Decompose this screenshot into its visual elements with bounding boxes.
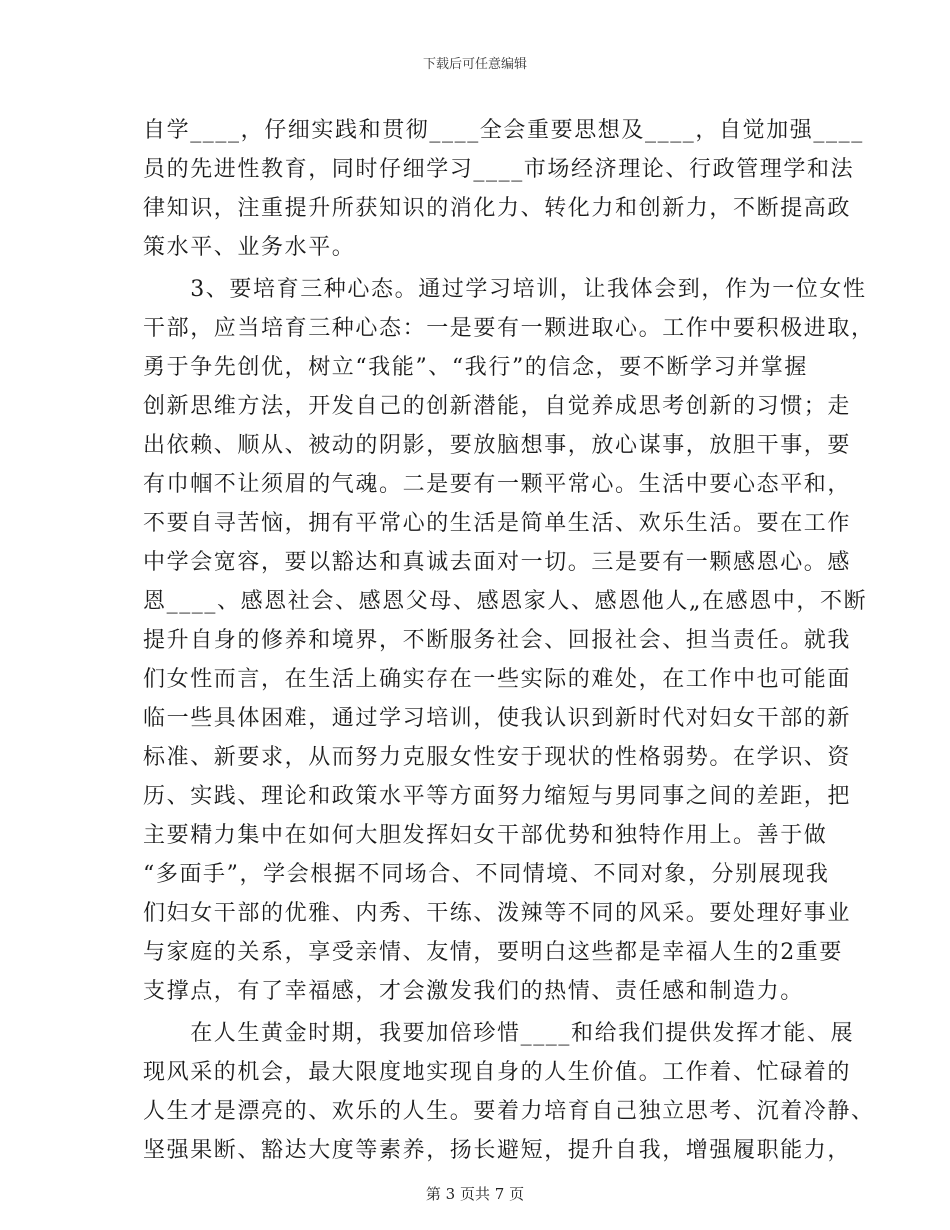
text-line: 人生才是漂亮的、欢乐的人生。要着力培育自己独立思考、沉着冷静、 [143, 1099, 875, 1124]
text-line: 出依赖、顺从、被动的阴影，要放脑想事，放心谋事，放胆干事，要 [143, 433, 852, 458]
text-line: 3、要培育三种心态。通过学习培训，让我体会到，作为一位女性 [143, 277, 867, 302]
text-line: “多面手”，学会根据不同场合、不同情境、不同对象，分别展现我 [143, 862, 830, 887]
text-line: 策水平、业务水平。 [143, 235, 356, 260]
text-line: 现风采的机会，最大限度地实现自身的人生价值。工作着、忙碌着的 [143, 1060, 852, 1085]
text-line: 提升自身的修养和境界，不断服务社会、回报社会、担当责任。就我 [143, 628, 852, 653]
text-line: 自学____，仔细实践和贯彻____全会重要思想及____，自觉加强____ [143, 118, 864, 143]
document-body [143, 111, 875, 1170]
text-line: 标准、新要求，从而努力克服女性安于现状的性格弱势。在学识、资 [143, 745, 852, 770]
text-line: 与家庭的关系，享受亲情、友情，要明白这些都是幸福人生的2重要 [143, 940, 843, 965]
text-line: 临一些具体困难，通过学习培训，使我认识到新时代对妇女干部的新 [143, 706, 852, 731]
text-line: 不要自寻苦恼，拥有平常心的生活是简单生活、欢乐生活。要在工作 [143, 511, 852, 536]
text-line: 历、实践、理论和政策水平等方面努力缩短与男同事之间的差距，把 [143, 784, 852, 809]
text-line: 坚强果断、豁达大度等素养，扬长避短，提升自我，增强履职能力， [143, 1138, 852, 1163]
text-line: 主要精力集中在如何大胆发挥妇女干部优势和独特作用上。善于做 [143, 823, 828, 848]
text-line: 们女性而言，在生活上确实存在一些实际的难处，在工作中也可能面 [143, 667, 852, 692]
text-line: 有巾帼不让须眉的气魂。二是要有一颗平常心。生活中要心态平和， [143, 472, 852, 497]
text-line: 恩____、感恩社会、感恩父母、感恩家人、感恩他人„在感恩中，不断 [143, 589, 868, 614]
page-header: 下载后可任意编辑 [422, 57, 527, 72]
text-line: 们妇女干部的优雅、内秀、干练、泼辣等不同的风采。要处理好事业 [143, 901, 852, 926]
text-line: 干部，应当培育三种心态：一是要有一颗进取心。工作中要积极进取， [143, 316, 875, 341]
text-line: 律知识，注重提升所获知识的消化力、转化力和创新力，不断提高政 [143, 196, 852, 221]
text-line: 支撑点，有了幸福感，才会激发我们的热情、责任感和制造力。 [143, 979, 804, 1004]
text-line: 中学会宽容，要以豁达和真诚去面对一切。三是要有一颗感恩心。感 [143, 550, 852, 575]
page-number: 第 3 页共 7 页 [425, 1185, 525, 1203]
text-line: 勇于争先创优，树立“我能”、“我行”的信念，要不断学习并掌握 [143, 355, 808, 380]
text-line: 员的先进性教育，同时仔细学习____市场经济理论、行政管理学和法 [143, 157, 855, 182]
text-line: 创新思维方法，开发自己的创新潜能，自觉养成思考创新的习惯；走 [143, 394, 852, 419]
text-line: 在人生黄金时期，我要加倍珍惜____和给我们提供发挥才能、展 [143, 1021, 855, 1046]
